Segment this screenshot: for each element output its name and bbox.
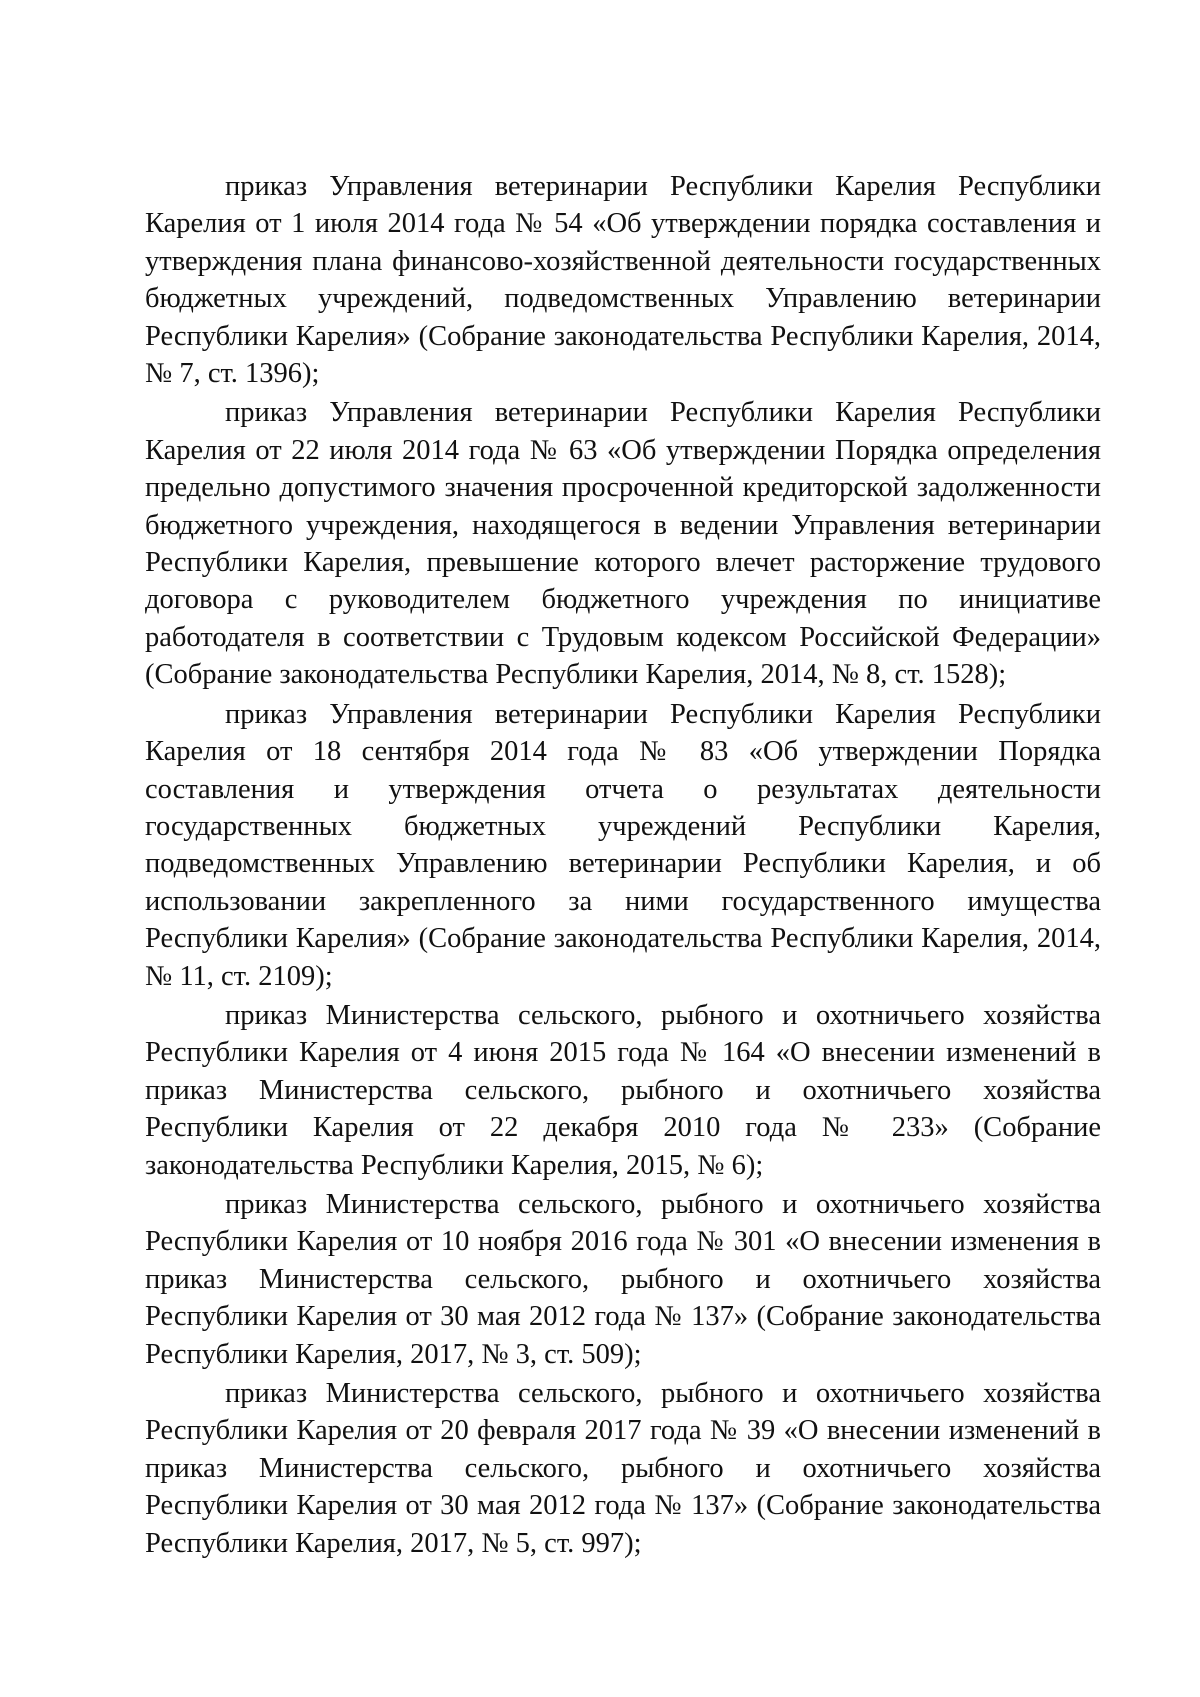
paragraph-order-83: приказ Управления ветеринарии Республики Карелия Республики Карелия от 18 сентября 2014 года № 83 «Об утверждении Порядка составления и утверждения отчета о результатах деятельности государственных бюджетных учреждений Республики Карелия, подведомственных Управлению ветеринарии Республики Карелия, и об использовании закрепленного за ними государственного имущества Республики Карелия» (Собрание законодательства Республики Карелия, 2014, № 11, ст. 2109); xyxy=(145,698,1101,992)
paragraph-order-301: приказ Министерства сельского, рыбного и охотничьего хозяйства Республики Карелия от 10 ноября 2016 года № 301 «О внесении изменения в приказ Министерства сельского, рыбного и охотничьего хозяйства Республики Карелия от 30 мая 2012 года № 137» (Собрание законодательства Республики Карелия, 2017, № 3, ст. 509); xyxy=(145,1188,1101,1370)
paragraph-order-63: приказ Управления ветеринарии Республики Карелия Республики Карелия от 22 июля 2014 года № 63 «Об утверждении Порядка определения предельно допустимого значения просроченной кредиторской задолженности бюджетного учреждения, находящегося в ведении Управления ветеринарии Республики Карелия, превышение которого влечет расторжение трудового договора с руководителем бюджетного учреждения по инициативе работодателя в соответствии с Трудовым кодексом Российской Федерации» (Собрание законодательства Республики Карелия, 2014, № 8, ст. 1528); xyxy=(145,397,1101,691)
paragraph-order-164: приказ Министерства сельского, рыбного и охотничьего хозяйства Республики Карелия от 4 июня 2015 года № 164 «О внесении изменений в приказ Министерства сельского, рыбного и охотничьего хозяйства Республики Карелия от 22 декабря 2010 года № 233» (Собрание законодательства Республики Карелия, 2015, № 6); xyxy=(145,999,1101,1181)
paragraph-order-39: приказ Министерства сельского, рыбного и охотничьего хозяйства Республики Карелия от 20 февраля 2017 года № 39 «О внесении изменений в приказ Министерства сельского, рыбного и охотничьего хозяйства Республики Карелия от 30 мая 2012 года № 137» (Собрание законодательства Республики Карелия, 2017, № 5, ст. 997); xyxy=(145,1378,1101,1559)
paragraph-order-54: приказ Управления ветеринарии Республики Карелия Республики Карелия от 1 июля 2014 года № 54 «Об утверждении порядка составления и утверждения плана финансово-хозяйственной деятельности государственных бюджетных учреждений, подведомственных Управлению ветеринарии Республики Карелия» (Собрание законодательства Республики Карелия, 2014, № 7, ст. 1396); xyxy=(145,171,1101,390)
document-body xyxy=(145,168,1101,1564)
